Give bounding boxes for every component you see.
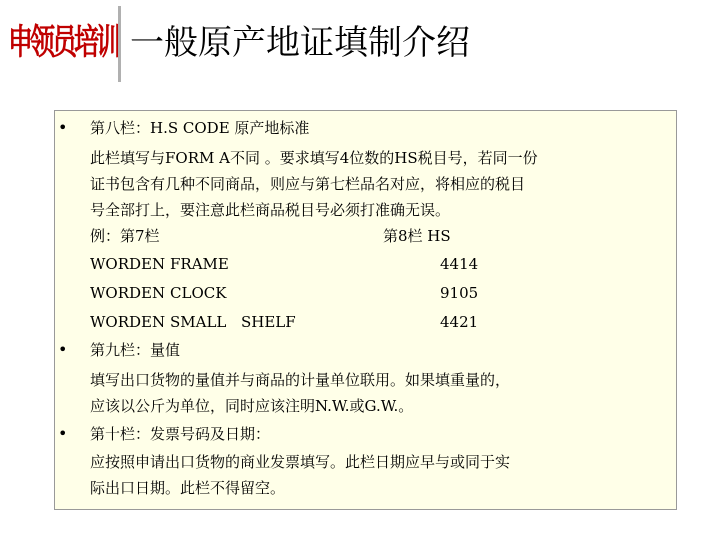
example-row-2-hs-code: 9105: [440, 284, 479, 302]
section-8-text-line-1: 此栏填写与FORM A不同 。要求填写4位数的HS税目号，若同一份: [90, 149, 538, 167]
section-9-heading: 第九栏：量值: [90, 341, 181, 359]
example-row-1-col-1: WORDEN: [90, 255, 166, 273]
title-divider: [118, 6, 121, 82]
section-10-text-line-2: 际出口日期。此栏不得留空。: [90, 479, 286, 497]
example-row-1-hs-code: 4414: [440, 255, 479, 273]
section-8-text-line-3: 号全部打上，要注意此栏商品税目号必须打准确无误。: [90, 201, 451, 219]
content-box: [54, 110, 677, 510]
section-8-text-line-2: 证书包含有几种不同商品，则应与第七栏品名对应，将相应的税目: [90, 175, 526, 193]
bullet-marker: •: [58, 118, 68, 137]
logo-text: 申领员培训: [8, 22, 119, 63]
example-label: 例：第7栏: [90, 227, 160, 245]
section-10-text-line-1: 应按照申请出口货物的商业发票填写。此栏日期应早与或同于实: [90, 453, 511, 471]
example-row-2-col-2: CLOCK: [170, 284, 227, 302]
logo: [0, 0, 120, 86]
section-8-heading: 第八栏：H.S CODE 原产地标准: [90, 119, 310, 137]
section-9-text-line-2: 应该以公斤为单位，同时应该注明N.W.或G.W.。: [90, 397, 414, 415]
example-row-2-col-1: WORDEN: [90, 284, 166, 302]
example-row-1-col-2: FRAME: [170, 255, 229, 273]
example-row-3-col-3: SHELF: [241, 313, 296, 331]
example-row-3-hs-code: 4421: [440, 313, 479, 331]
example-row-3-col-2: SMALL: [170, 313, 227, 331]
slide-title: 一般原产地证填制介绍: [130, 23, 470, 63]
example-column-8-label: 第8栏 HS: [383, 227, 451, 245]
section-10-heading: 第十栏：发票号码及日期：: [90, 425, 271, 443]
bullet-marker: •: [58, 424, 68, 443]
section-9-text-line-1: 填写出口货物的量值并与商品的计量单位联用。如果填重量的，: [90, 371, 511, 389]
example-row-3-col-1: WORDEN: [90, 313, 166, 331]
bullet-marker: •: [58, 340, 68, 359]
